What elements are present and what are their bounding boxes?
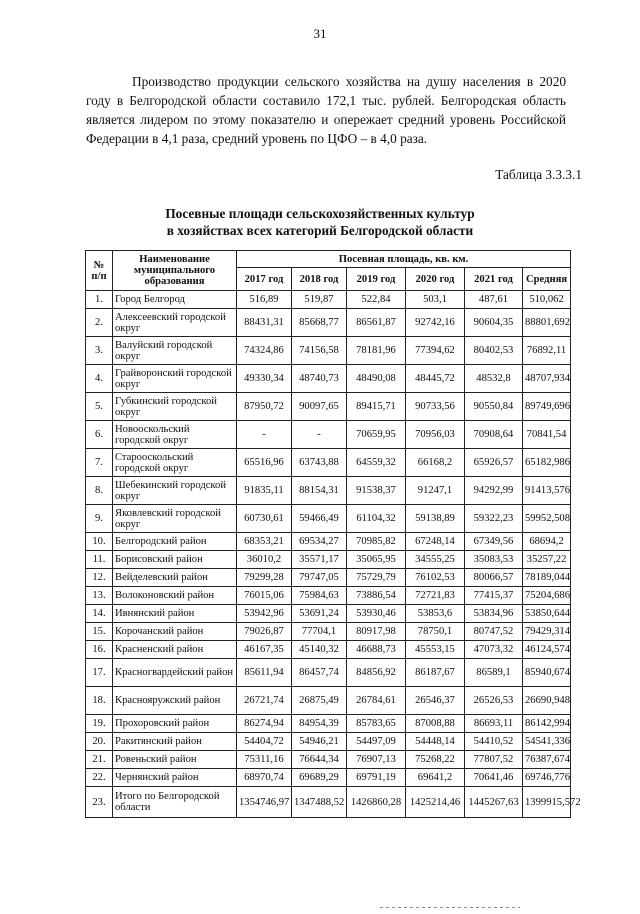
table-row — [86, 291, 571, 309]
cell-2020: 54448,14 — [406, 733, 465, 751]
cell-2018: 76644,34 — [292, 751, 347, 769]
cell-2017: 74324,86 — [237, 337, 292, 365]
cell-2021: 77807,52 — [465, 751, 523, 769]
row-number: 9. — [86, 505, 113, 533]
cell-2020: 70956,03 — [406, 421, 465, 449]
municipality-name: Красненский район — [113, 641, 237, 659]
cell-2018: 69534,27 — [292, 533, 347, 551]
cell-2020: 67248,14 — [406, 533, 465, 551]
header-row — [86, 251, 571, 268]
municipality-name: Прохоровский район — [113, 715, 237, 733]
cell-2017: 46167,35 — [237, 641, 292, 659]
municipality-name: Валуйский городской округ — [113, 337, 237, 365]
municipality-name: Итого по Белгородской области — [113, 787, 237, 818]
cell-2019: 76907,13 — [347, 751, 406, 769]
table-row — [86, 551, 571, 569]
cell-2018: 74156,58 — [292, 337, 347, 365]
table-row — [86, 751, 571, 769]
cell-2017: 1354746,97 — [237, 787, 292, 818]
cell-2021: 26526,53 — [465, 687, 523, 715]
table-row — [86, 337, 571, 365]
cell-2018: 84954,39 — [292, 715, 347, 733]
cell-2021: 70641,46 — [465, 769, 523, 787]
row-number: 8. — [86, 477, 113, 505]
cell-2019: 70659,95 — [347, 421, 406, 449]
cell-2019: 53930,46 — [347, 605, 406, 623]
cell-average: 76892,11 — [523, 337, 571, 365]
cell-2017: 79299,28 — [237, 569, 292, 587]
header-2020: 2020 год — [406, 268, 465, 291]
cell-2017: 49330,34 — [237, 365, 292, 393]
table-row — [86, 421, 571, 449]
cell-2017: 65516,96 — [237, 449, 292, 477]
cell-2017: 76015,06 — [237, 587, 292, 605]
cell-average: 46124,574 — [523, 641, 571, 659]
cell-average: 510,062 — [523, 291, 571, 309]
cell-2017: 86274,94 — [237, 715, 292, 733]
row-number: 11. — [86, 551, 113, 569]
municipality-name: Город Белгород — [113, 291, 237, 309]
cell-2020: 69641,2 — [406, 769, 465, 787]
row-number: 4. — [86, 365, 113, 393]
cell-2020: 92742,16 — [406, 309, 465, 337]
cell-2018: 90097,65 — [292, 393, 347, 421]
row-number: 23. — [86, 787, 113, 818]
cell-2019: 85783,65 — [347, 715, 406, 733]
cell-2019: 522,84 — [347, 291, 406, 309]
header-2017: 2017 год — [237, 268, 292, 291]
cell-2018: 54946,21 — [292, 733, 347, 751]
row-number: 10. — [86, 533, 113, 551]
cell-2021: 65926,57 — [465, 449, 523, 477]
cell-average: 65182,986 — [523, 449, 571, 477]
municipality-name: Вейделевский район — [113, 569, 237, 587]
municipality-name: Ровеньский район — [113, 751, 237, 769]
cell-2020: 76102,53 — [406, 569, 465, 587]
cell-2017: 68353,21 — [237, 533, 292, 551]
table-row — [86, 587, 571, 605]
table-label: Таблица 3.3.3.1 — [495, 167, 582, 182]
table-row — [86, 623, 571, 641]
cell-2019: 84856,92 — [347, 659, 406, 687]
cell-average: 59952,508 — [523, 505, 571, 533]
table-row — [86, 659, 571, 687]
cell-2021: 70908,64 — [465, 421, 523, 449]
cell-2020: 77394,62 — [406, 337, 465, 365]
header-name: Наименование муниципального образования — [113, 251, 237, 291]
sown-area-table — [85, 250, 581, 818]
cell-2021: 77415,37 — [465, 587, 523, 605]
row-number: 21. — [86, 751, 113, 769]
cell-2020: 91247,1 — [406, 477, 465, 505]
municipality-name: Алексеевский городской округ — [113, 309, 237, 337]
cell-2017: 85611,94 — [237, 659, 292, 687]
cell-2017: 36010,2 — [237, 551, 292, 569]
cell-2019: 48490,08 — [347, 365, 406, 393]
header-area: Посевная площадь, кв. км. — [237, 251, 571, 268]
cell-2018: 53691,24 — [292, 605, 347, 623]
row-number: 12. — [86, 569, 113, 587]
cell-2018: 45140,32 — [292, 641, 347, 659]
cell-2017: 91835,11 — [237, 477, 292, 505]
table-row — [86, 733, 571, 751]
cell-2019: 35065,95 — [347, 551, 406, 569]
table-row — [86, 449, 571, 477]
header-average: Средняя — [523, 268, 571, 291]
cell-2019: 91538,37 — [347, 477, 406, 505]
cell-2017: 53942,96 — [237, 605, 292, 623]
cell-2020: 59138,89 — [406, 505, 465, 533]
table-row — [86, 715, 571, 733]
cell-average: 88801,692 — [523, 309, 571, 337]
cell-2020: 66168,2 — [406, 449, 465, 477]
cell-2020: 75268,22 — [406, 751, 465, 769]
table-row — [86, 477, 571, 505]
row-number: 3. — [86, 337, 113, 365]
cell-2017: 79026,87 — [237, 623, 292, 641]
cell-average: 70841,54 — [523, 421, 571, 449]
cell-2018: 59466,49 — [292, 505, 347, 533]
row-number: 15. — [86, 623, 113, 641]
row-number: 17. — [86, 659, 113, 687]
cell-average: 78189,044 — [523, 569, 571, 587]
cell-average: 89749,696 — [523, 393, 571, 421]
cell-2021: 67349,56 — [465, 533, 523, 551]
cell-average: 68694,2 — [523, 533, 571, 551]
cell-2018: 48740,73 — [292, 365, 347, 393]
municipality-name: Краснояружский район — [113, 687, 237, 715]
row-number: 5. — [86, 393, 113, 421]
row-number: 13. — [86, 587, 113, 605]
cell-2019: 73886,54 — [347, 587, 406, 605]
cell-2019: 78181,96 — [347, 337, 406, 365]
municipality-name: Яковлевский городской округ — [113, 505, 237, 533]
cell-2021: 54410,52 — [465, 733, 523, 751]
cell-average: 1399915,572 — [523, 787, 571, 818]
cell-2019: 80917,98 — [347, 623, 406, 641]
cell-average: 26690,948 — [523, 687, 571, 715]
page-number: 31 — [313, 26, 327, 41]
cell-2020: 1425214,46 — [406, 787, 465, 818]
header-number-line-1: № — [93, 259, 105, 271]
cell-average: 53850,644 — [523, 605, 571, 623]
municipality-name: Чернянский район — [113, 769, 237, 787]
table-row — [86, 787, 571, 818]
municipality-name: Ракитянский район — [113, 733, 237, 751]
municipality-name: Новооскольский городской округ — [113, 421, 237, 449]
row-number: 22. — [86, 769, 113, 787]
cell-2020: 90733,56 — [406, 393, 465, 421]
cell-2021: 47073,32 — [465, 641, 523, 659]
municipality-name: Белгородский район — [113, 533, 237, 551]
table-row — [86, 393, 571, 421]
cell-2019: 26784,61 — [347, 687, 406, 715]
cell-2021: 48532,8 — [465, 365, 523, 393]
cell-2017: 60730,61 — [237, 505, 292, 533]
municipality-name: Губкинский городской округ — [113, 393, 237, 421]
cell-2021: 487,61 — [465, 291, 523, 309]
cell-2018: 77704,1 — [292, 623, 347, 641]
municipality-name: Старооскольский городской округ — [113, 449, 237, 477]
municipality-name: Борисовский район — [113, 551, 237, 569]
cell-2020: 87008,88 — [406, 715, 465, 733]
cell-2018: 35571,17 — [292, 551, 347, 569]
cell-2018: 86457,74 — [292, 659, 347, 687]
cell-2019: 54497,09 — [347, 733, 406, 751]
table-row — [86, 769, 571, 787]
table-title-line-2: в хозяйствах всех категорий Белгородской области — [166, 223, 474, 238]
table-row — [86, 687, 571, 715]
municipality-name: Корочанский район — [113, 623, 237, 641]
cell-2017: 87950,72 — [237, 393, 292, 421]
cell-2017: 75311,16 — [237, 751, 292, 769]
cell-2019: 61104,32 — [347, 505, 406, 533]
header-2018: 2018 год — [292, 268, 347, 291]
table-row — [86, 605, 571, 623]
row-number: 18. — [86, 687, 113, 715]
cell-2019: 70985,82 — [347, 533, 406, 551]
table-row — [86, 309, 571, 337]
intro-paragraph: Производство продукции сельского хозяйства на душу населения в 2020 году в Белгородской области составило 172,1 тыс. рублей. Белгородская область является лидером по этому показателю и опережает средний уровень Российской Федерации в 4,1 раза, средний уровень по ЦФО – в 4,0 раза. — [86, 74, 566, 146]
row-number: 6. — [86, 421, 113, 449]
cell-2021: 1445267,63 — [465, 787, 523, 818]
header-2021: 2021 год — [465, 268, 523, 291]
cell-average: 85940,674 — [523, 659, 571, 687]
row-number: 20. — [86, 733, 113, 751]
municipality-name: Грайворонский городской округ — [113, 365, 237, 393]
cell-2018: 88154,31 — [292, 477, 347, 505]
cell-2018: 1347488,52 — [292, 787, 347, 818]
municipality-name: Красногвардейский район — [113, 659, 237, 687]
cell-2019: 75729,79 — [347, 569, 406, 587]
cell-2019: 64559,32 — [347, 449, 406, 477]
header-number — [86, 251, 113, 291]
cell-2021: 80402,53 — [465, 337, 523, 365]
cell-2018: 79747,05 — [292, 569, 347, 587]
cell-2021: 59322,23 — [465, 505, 523, 533]
table-title — [0, 205, 640, 239]
municipality-name: Волоконовский район — [113, 587, 237, 605]
cell-2020: 503,1 — [406, 291, 465, 309]
cell-average: 69746,776 — [523, 769, 571, 787]
cell-2020: 86187,67 — [406, 659, 465, 687]
row-number: 7. — [86, 449, 113, 477]
cell-2020: 72721,83 — [406, 587, 465, 605]
cell-average: 35257,22 — [523, 551, 571, 569]
cell-2021: 86589,1 — [465, 659, 523, 687]
row-number: 2. — [86, 309, 113, 337]
cell-2021: 94292,99 — [465, 477, 523, 505]
footer-line — [380, 907, 520, 908]
table-row — [86, 505, 571, 533]
cell-2021: 80747,52 — [465, 623, 523, 641]
cell-2019: 69791,19 — [347, 769, 406, 787]
row-number: 14. — [86, 605, 113, 623]
municipality-name: Ивнянский район — [113, 605, 237, 623]
cell-2019: 89415,71 — [347, 393, 406, 421]
cell-2019: 1426860,28 — [347, 787, 406, 818]
cell-2021: 90604,35 — [465, 309, 523, 337]
cell-average: 79429,314 — [523, 623, 571, 641]
cell-2018: 26875,49 — [292, 687, 347, 715]
cell-average: 91413,576 — [523, 477, 571, 505]
row-number: 16. — [86, 641, 113, 659]
row-number: 19. — [86, 715, 113, 733]
cell-2019: 86561,87 — [347, 309, 406, 337]
cell-2018: 69689,29 — [292, 769, 347, 787]
cell-2017: 68970,74 — [237, 769, 292, 787]
cell-2021: 90550,84 — [465, 393, 523, 421]
cell-average: 75204,686 — [523, 587, 571, 605]
cell-2017: - — [237, 421, 292, 449]
cell-average: 76387,674 — [523, 751, 571, 769]
cell-2021: 35083,53 — [465, 551, 523, 569]
header-2019: 2019 год — [347, 268, 406, 291]
table-row — [86, 569, 571, 587]
table-row — [86, 641, 571, 659]
cell-2020: 53853,6 — [406, 605, 465, 623]
cell-2018: 75984,63 — [292, 587, 347, 605]
cell-2021: 53834,96 — [465, 605, 523, 623]
cell-average: 86142,994 — [523, 715, 571, 733]
cell-2018: 85668,77 — [292, 309, 347, 337]
cell-2020: 78750,1 — [406, 623, 465, 641]
header-number-line-2: п/п — [91, 270, 107, 282]
cell-2020: 45553,15 — [406, 641, 465, 659]
table-title-line-1: Посевные площади сельскохозяйственных культур — [165, 206, 475, 221]
cell-average: 54541,336 — [523, 733, 571, 751]
cell-2020: 34555,25 — [406, 551, 465, 569]
cell-2020: 26546,37 — [406, 687, 465, 715]
table-row — [86, 533, 571, 551]
cell-2017: 516,89 — [237, 291, 292, 309]
cell-2019: 46688,73 — [347, 641, 406, 659]
row-number: 1. — [86, 291, 113, 309]
cell-2018: 63743,88 — [292, 449, 347, 477]
cell-average: 48707,934 — [523, 365, 571, 393]
cell-2017: 54404,72 — [237, 733, 292, 751]
cell-2021: 80066,57 — [465, 569, 523, 587]
cell-2020: 48445,72 — [406, 365, 465, 393]
cell-2018: 519,87 — [292, 291, 347, 309]
cell-2017: 26721,74 — [237, 687, 292, 715]
municipality-name: Шебекинский городской округ — [113, 477, 237, 505]
cell-2017: 88431,31 — [237, 309, 292, 337]
cell-2018: - — [292, 421, 347, 449]
table-row — [86, 365, 571, 393]
cell-2021: 86693,11 — [465, 715, 523, 733]
